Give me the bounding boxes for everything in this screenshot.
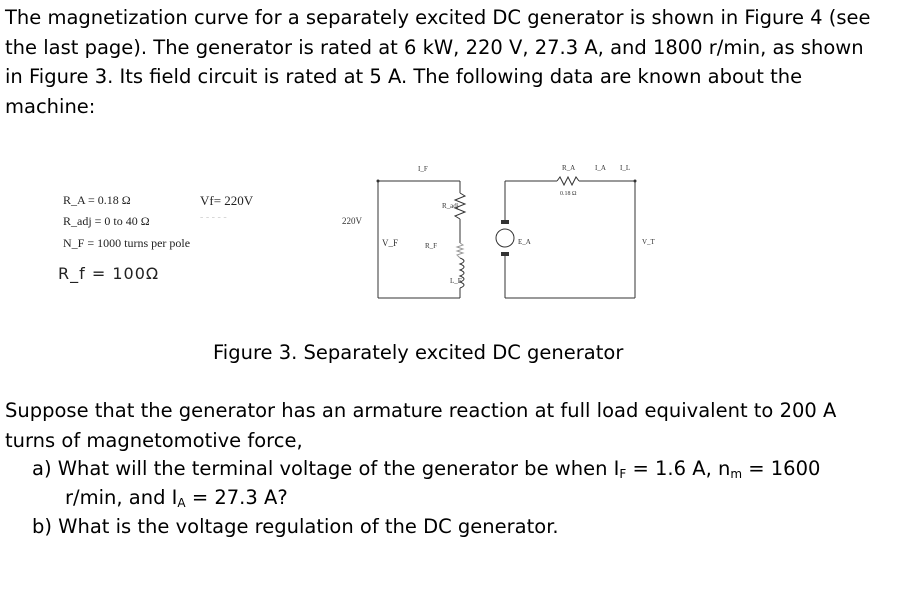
param-ra: R_A = 0.18 Ω [63,193,131,207]
param-faint-note: - - - - - [200,212,227,223]
param-nf: N_F = 1000 turns per pole [63,236,191,250]
circuit-il-label: I_L [620,164,631,172]
intro-paragraph: The magnetization curve for a separately excited DC generator is shown in Figure 4 (see the last page). The generator is rated at 6 kW, 220 V, 27.3 A, and 1800 r/min, as shown in Figure 3. Its field circuit is rated at 5 A. The following data are known about the machine: [5,6,871,118]
circuit-diagram [330,158,660,318]
circuit-radj-label: R_adj [442,202,459,210]
question-b: b) What is the voltage regulation of the DC generator. [32,515,559,538]
circuit-vf-label: V_F [382,238,399,248]
param-rf-handwritten: R_f = 100Ω [58,264,160,283]
question-a-line1: a) What will the terminal voltage of the generator be when $I_F = 1.6$ A, $n_m = 1600$ [32,457,821,481]
circuit-ea-label: E_A [518,238,531,246]
figure-caption: Figure 3. Separately excited DC generator [213,341,624,364]
circuit-ia-label: I_A [595,164,606,172]
circuit-lf-label: L_F [450,277,462,285]
question-a-line2: r/min, and $I_A = 27.3$ A? [65,486,288,510]
body-paragraph: Suppose that the generator has an armature reaction at full load equivalent to 200 A turns of magnetomotive force, [5,399,837,452]
circuit-if-label: I_F [418,165,428,173]
circuit-vt-label: V_T [642,238,655,246]
circuit-ra-label: R_A [562,164,576,172]
circuit-ra-value: 0.18 Ω [560,191,577,197]
param-radj: R_adj = 0 to 40 Ω [63,214,150,228]
circuit-rf-label: R_F [425,242,438,250]
circuit-source-voltage: 220V [342,216,362,226]
param-vf: Vf= 220V [200,193,254,208]
